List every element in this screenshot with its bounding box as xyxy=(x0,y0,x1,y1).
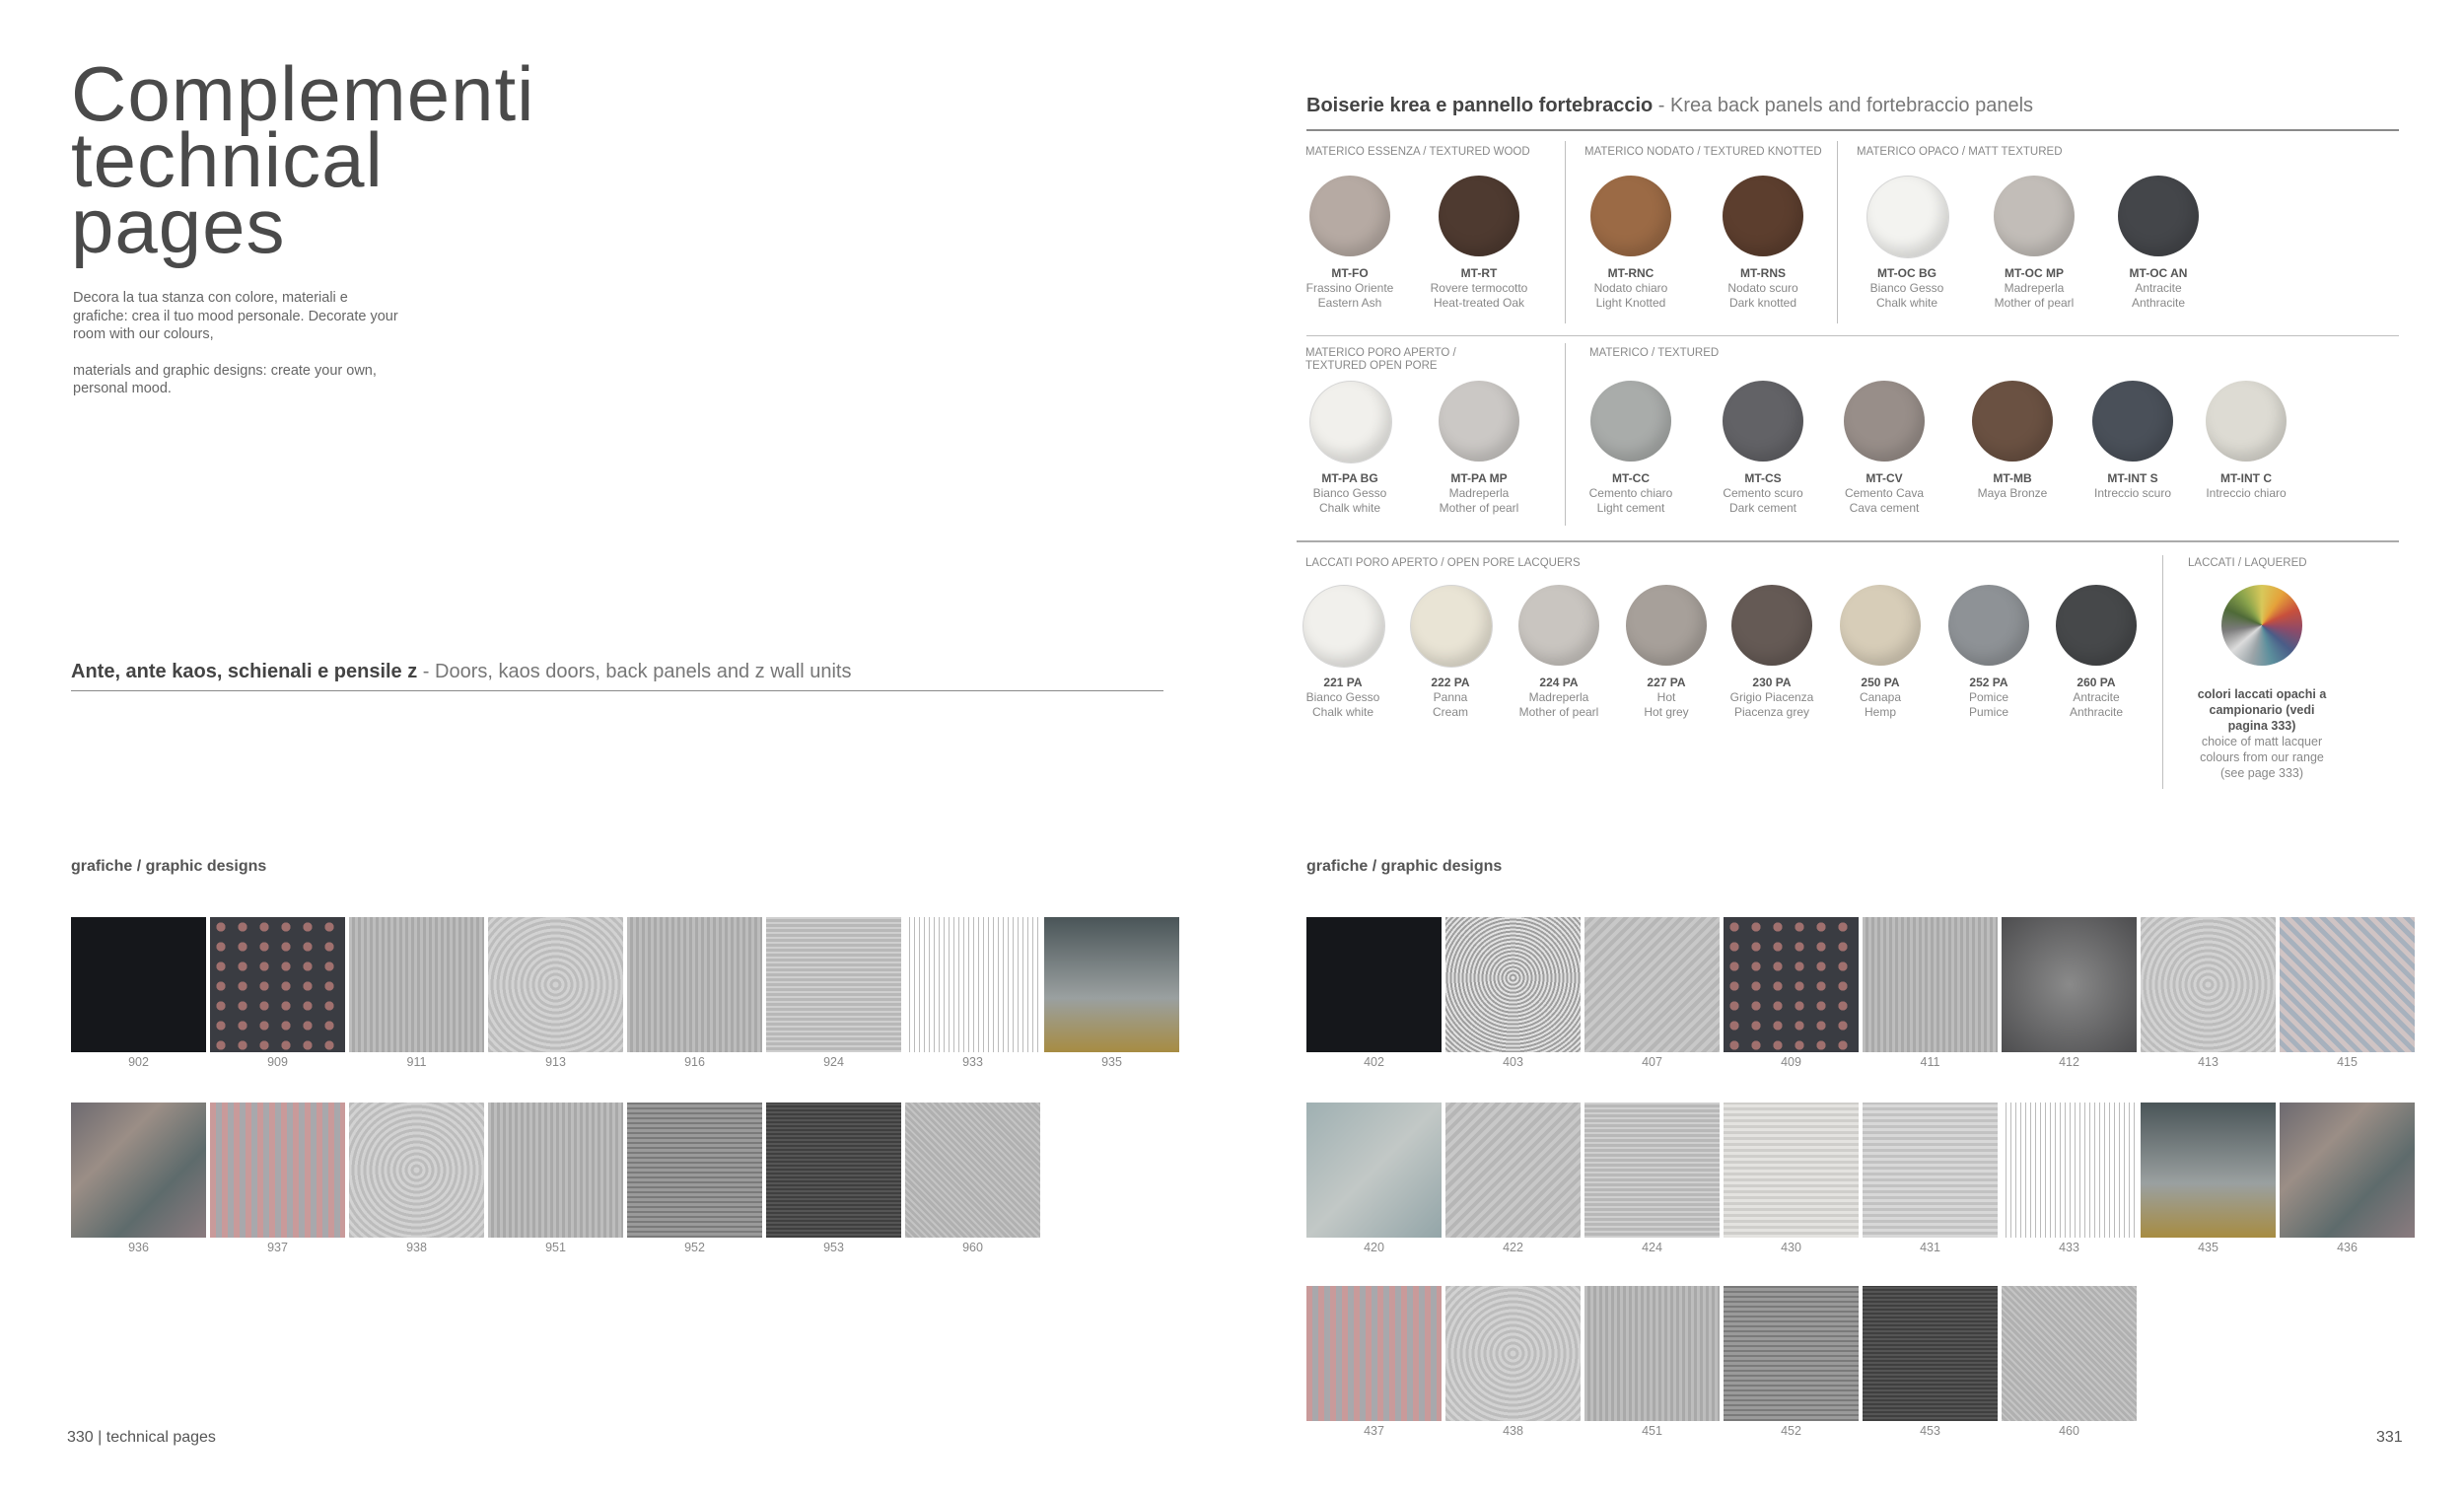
intro-text xyxy=(73,289,398,398)
swatch-name-en: Chalk white xyxy=(1318,501,1381,515)
graphic-number: 924 xyxy=(823,1055,844,1069)
graphic-tile-937 xyxy=(210,1103,345,1238)
swatch-name-it: Frassino Oriente xyxy=(1305,281,1394,295)
swatch-name-en: Hot grey xyxy=(1644,705,1689,719)
swatch-mt-oc-an xyxy=(2118,176,2199,256)
group-label-essenza: MATERICO ESSENZA / TEXTURED WOOD xyxy=(1305,146,1530,158)
swatch-name-en: Cava cement xyxy=(1849,501,1920,515)
swatch-221-pa xyxy=(1302,585,1385,668)
swatch-name-it: Bianco Gesso xyxy=(1869,281,1944,295)
group-label-nodato: MATERICO NODATO / TEXTURED KNOTTED xyxy=(1584,146,1822,158)
graphic-number: 438 xyxy=(1503,1424,1523,1438)
swatch-mt-pa-mp xyxy=(1439,381,1519,462)
swatch-mt-cc xyxy=(1590,381,1671,462)
boiserie-title-bold: Boiserie krea e pannello fortebraccio xyxy=(1306,95,1654,116)
graphic-tile-402 xyxy=(1306,917,1442,1052)
graphic-number: 960 xyxy=(962,1241,983,1254)
graphic-tile-415 xyxy=(2280,917,2415,1052)
graphic-tile-438 xyxy=(1445,1286,1581,1421)
divider xyxy=(1306,129,2399,131)
graphic-tile-938 xyxy=(349,1103,484,1238)
graphic-tile-420 xyxy=(1306,1103,1442,1238)
swatch-mt-cs xyxy=(1723,381,1803,462)
graphic-number: 913 xyxy=(545,1055,566,1069)
swatch-name-en: Heat-treated Oak xyxy=(1433,296,1525,310)
graphic-tile-413 xyxy=(2141,917,2276,1052)
swatch-name-en: Dark cement xyxy=(1728,501,1797,515)
swatch-code: MT-RNS xyxy=(1740,266,1786,280)
graphic-tile-437 xyxy=(1306,1286,1442,1421)
swatch-caption xyxy=(1405,471,1553,516)
swatch-code: MT-PA BG xyxy=(1321,471,1378,485)
graphic-number: 430 xyxy=(1781,1241,1801,1254)
swatch-code: 221 PA xyxy=(1323,676,1363,689)
swatch-name-en: Piacenza grey xyxy=(1733,705,1810,719)
group-label-opaco: MATERICO OPACO / MATT TEXTURED xyxy=(1857,146,2063,158)
graphic-number: 902 xyxy=(128,1055,149,1069)
graphic-number: 407 xyxy=(1642,1055,1662,1069)
swatch-name-en: Cream xyxy=(1432,705,1468,719)
swatch-code: 230 PA xyxy=(1752,676,1792,689)
swatch-name-en: Chalk white xyxy=(1875,296,1938,310)
graphic-number: 452 xyxy=(1781,1424,1801,1438)
lacquer-caption xyxy=(2188,686,2336,781)
group-label-laccati-poro: LACCATI PORO APERTO / OPEN PORE LACQUERS xyxy=(1305,557,1581,569)
graphic-tile-453 xyxy=(1863,1286,1998,1421)
graphic-number: 437 xyxy=(1364,1424,1384,1438)
graphic-number: 436 xyxy=(2337,1241,2358,1254)
swatch-mt-mb xyxy=(1972,381,2053,462)
swatch-227-pa xyxy=(1626,585,1707,666)
graphic-tile-924 xyxy=(766,917,901,1052)
swatch-mt-rnc xyxy=(1590,176,1671,256)
swatch-code: 260 PA xyxy=(2077,676,2116,689)
graphic-number: 936 xyxy=(128,1241,149,1254)
swatch-caption xyxy=(1833,266,1981,311)
swatch-code: MT-MB xyxy=(1993,471,2032,485)
divider xyxy=(1297,540,2399,542)
graphic-tile-952 xyxy=(627,1103,762,1238)
swatch-230-pa xyxy=(1731,585,1812,666)
swatch-name-en: Eastern Ash xyxy=(1317,296,1382,310)
swatch-mt-oc-bg xyxy=(1866,176,1949,258)
group-label-poro: MATERICO PORO APERTO / TEXTURED OPEN PORE xyxy=(1305,347,1456,372)
swatch-name-it: Cemento chiaro xyxy=(1588,486,1673,500)
swatch-code: MT-FO xyxy=(1331,266,1369,280)
swatch-name-it: Canapa xyxy=(1859,690,1902,704)
swatch-caption xyxy=(1557,266,1705,311)
graphic-number: 451 xyxy=(1642,1424,1662,1438)
swatch-name-en: Light cement xyxy=(1596,501,1665,515)
graphic-tile-436 xyxy=(2280,1103,2415,1238)
swatch-name-it: Antracite xyxy=(2135,281,2182,295)
swatch-code: MT-CS xyxy=(1744,471,1782,485)
swatch-name-it: Panna xyxy=(1433,690,1468,704)
swatch-code: 250 PA xyxy=(1861,676,1900,689)
swatch-code: 222 PA xyxy=(1431,676,1470,689)
graphic-tile-403 xyxy=(1445,917,1581,1052)
swatch-name-it: Bianco Gesso xyxy=(1305,690,1380,704)
swatch-mt-int-s xyxy=(2092,381,2173,462)
graphic-number: 909 xyxy=(267,1055,288,1069)
swatch-name-it: Antracite xyxy=(2073,690,2120,704)
swatch-mt-pa-bg xyxy=(1309,381,1392,463)
graphic-tile-431 xyxy=(1863,1103,1998,1238)
swatch-caption xyxy=(1276,471,1424,516)
group-label-textured: MATERICO / TEXTURED xyxy=(1589,347,1720,359)
divider xyxy=(1306,335,2399,336)
graphic-number: 413 xyxy=(2198,1055,2218,1069)
page-title xyxy=(71,50,535,269)
graphic-number: 403 xyxy=(1503,1055,1523,1069)
swatch-name-it: Madreperla xyxy=(1448,486,1510,500)
graphic-number: 916 xyxy=(684,1055,705,1069)
graphic-number: 422 xyxy=(1503,1241,1523,1254)
swatch-code: MT-OC AN xyxy=(2129,266,2188,280)
swatch-code: MT-RNC xyxy=(1607,266,1654,280)
swatch-caption xyxy=(1810,471,1958,516)
swatch-mt-oc-mp xyxy=(1994,176,2075,256)
swatch-name-it: Nodato chiaro xyxy=(1593,281,1668,295)
lacquer-caption-bold: colori laccati opachi a campionario (vedi pagina 333) xyxy=(2197,687,2327,733)
swatch-name-en: Mother of pearl xyxy=(1439,501,1519,515)
title-line: technical xyxy=(71,116,384,203)
swatch-name-en: Anthracite xyxy=(2069,705,2124,719)
page-number-right: 331 xyxy=(2376,1429,2403,1446)
title-line: Complementi xyxy=(71,50,535,137)
swatch-code: 252 PA xyxy=(1969,676,2008,689)
swatch-code: MT-RT xyxy=(1460,266,1498,280)
swatch-caption xyxy=(2172,471,2320,501)
swatch-name-it: Madreperla xyxy=(2004,281,2065,295)
group-label-laccati: LACCATI / LAQUERED xyxy=(2188,557,2307,569)
graphic-tile-422 xyxy=(1445,1103,1581,1238)
swatch-252-pa xyxy=(1948,585,2029,666)
swatch-code: MT-CC xyxy=(1612,471,1650,485)
swatch-name-it: Nodato scuro xyxy=(1727,281,1798,295)
graphic-number: 911 xyxy=(406,1055,427,1069)
swatch-name-en: Mother of pearl xyxy=(1994,296,2075,310)
divider xyxy=(71,690,1163,691)
swatch-name-it: Cemento Cava xyxy=(1844,486,1925,500)
graphic-tile-909 xyxy=(210,917,345,1052)
graphic-tile-452 xyxy=(1724,1286,1859,1421)
swatch-name-it: Grigio Piacenza xyxy=(1729,690,1814,704)
graphic-tile-936 xyxy=(71,1103,206,1238)
graphic-tile-451 xyxy=(1584,1286,1720,1421)
graphic-number: 412 xyxy=(2059,1055,2079,1069)
swatch-name-en: Mother of pearl xyxy=(1518,705,1599,719)
graphic-tile-424 xyxy=(1584,1103,1720,1238)
swatch-name-it: Intreccio scuro xyxy=(2093,486,2172,500)
graphic-tile-433 xyxy=(2002,1103,2137,1238)
graphic-tile-412 xyxy=(2002,917,2137,1052)
doors-section-title xyxy=(71,661,851,683)
swatch-260-pa xyxy=(2056,585,2137,666)
swatch-name-it: Cemento scuro xyxy=(1723,486,1803,500)
graphic-tile-460 xyxy=(2002,1286,2137,1421)
graphic-number: 951 xyxy=(545,1241,566,1254)
swatch-name-it: Rovere termocotto xyxy=(1430,281,1528,295)
graphic-tile-430 xyxy=(1724,1103,1859,1238)
swatch-code: 227 PA xyxy=(1647,676,1686,689)
swatch-code: MT-INT S xyxy=(2107,471,2158,485)
graphic-number: 415 xyxy=(2337,1055,2358,1069)
graphic-tile-935 xyxy=(1044,917,1179,1052)
swatch-name-it: Maya Bronze xyxy=(1977,486,2048,500)
swatch-caption xyxy=(1405,266,1553,311)
swatch-name-it: Madreperla xyxy=(1528,690,1589,704)
graphic-number: 424 xyxy=(1642,1241,1662,1254)
graphic-tile-913 xyxy=(488,917,623,1052)
graphic-number: 420 xyxy=(1364,1241,1384,1254)
graphic-tile-411 xyxy=(1863,917,1998,1052)
graphic-tile-902 xyxy=(71,917,206,1052)
swatch-name-en: Light Knotted xyxy=(1595,296,1666,310)
intro-paragraph: Decora la tua stanza con colore, materiali e grafiche: crea il tuo mood personale. Decorate your room with our colours, xyxy=(73,290,398,342)
swatch-caption xyxy=(1689,266,1837,311)
graphic-tile-951 xyxy=(488,1103,623,1238)
doors-title-bold: Ante, ante kaos, schienali e pensile z xyxy=(71,661,418,682)
swatch-mt-fo xyxy=(1309,176,1390,256)
graphic-number: 402 xyxy=(1364,1055,1384,1069)
graphic-tile-960 xyxy=(905,1103,1040,1238)
graphic-number: 433 xyxy=(2059,1241,2079,1254)
graphic-number: 411 xyxy=(1920,1055,1940,1069)
graphic-number: 435 xyxy=(2198,1241,2218,1254)
graphics-label: grafiche / graphic designs xyxy=(1306,858,1503,875)
graphics-label: grafiche / graphic designs xyxy=(71,858,267,875)
swatch-caption xyxy=(2084,266,2232,311)
graphic-number: 933 xyxy=(962,1055,983,1069)
page-number-left: 330 | technical pages xyxy=(67,1429,216,1446)
graphic-number: 935 xyxy=(1101,1055,1122,1069)
swatch-name-it: Hot xyxy=(1656,690,1676,704)
graphic-number: 409 xyxy=(1781,1055,1801,1069)
swatch-name-it: Intreccio chiaro xyxy=(2206,486,2287,500)
graphic-number: 431 xyxy=(1920,1241,1940,1254)
swatch-code: MT-INT C xyxy=(2220,471,2272,485)
swatch-caption xyxy=(1557,471,1705,516)
swatch-name-en: Hemp xyxy=(1864,705,1896,719)
graphic-tile-911 xyxy=(349,917,484,1052)
graphic-number: 460 xyxy=(2059,1424,2079,1438)
swatch-224-pa xyxy=(1518,585,1599,666)
swatch-name-en: Pumice xyxy=(1968,705,2008,719)
graphic-number: 937 xyxy=(267,1241,288,1254)
lacquer-caption-text: choice of matt lacquer colours from our range (see page 333) xyxy=(2200,735,2324,780)
lacquer-wheel-icon xyxy=(2221,585,2302,666)
graphic-tile-916 xyxy=(627,917,762,1052)
graphic-tile-933 xyxy=(905,917,1040,1052)
swatch-mt-rt xyxy=(1439,176,1519,256)
swatch-code: MT-OC BG xyxy=(1877,266,1936,280)
doors-title-rest: - Doors, kaos doors, back panels and z wall units xyxy=(417,661,852,682)
boiserie-title-rest: - Krea back panels and fortebraccio panels xyxy=(1653,95,2034,116)
swatch-name-it: Bianco Gesso xyxy=(1312,486,1387,500)
swatch-caption xyxy=(1276,266,1424,311)
swatch-222-pa xyxy=(1410,585,1493,668)
intro-paragraph: materials and graphic designs: create your own, personal mood. xyxy=(73,362,377,396)
graphic-tile-407 xyxy=(1584,917,1720,1052)
swatch-code: 224 PA xyxy=(1539,676,1579,689)
graphic-number: 952 xyxy=(684,1241,705,1254)
swatch-name-it: Pomice xyxy=(1968,690,2008,704)
swatch-code: MT-PA MP xyxy=(1450,471,1508,485)
title-line: pages xyxy=(71,182,286,269)
graphic-tile-409 xyxy=(1724,917,1859,1052)
graphic-number: 953 xyxy=(823,1241,844,1254)
graphic-tile-435 xyxy=(2141,1103,2276,1238)
boiserie-section-title xyxy=(1306,95,2033,117)
divider xyxy=(2162,555,2163,789)
swatch-name-en: Dark knotted xyxy=(1728,296,1797,310)
swatch-code: MT-CV xyxy=(1866,471,1903,485)
graphic-number: 453 xyxy=(1920,1424,1940,1438)
swatch-name-en: Anthracite xyxy=(2131,296,2186,310)
swatch-mt-int-c xyxy=(2206,381,2287,462)
graphic-tile-953 xyxy=(766,1103,901,1238)
graphic-number: 938 xyxy=(406,1241,427,1254)
swatch-code: MT-OC MP xyxy=(2005,266,2064,280)
swatch-mt-cv xyxy=(1844,381,1925,462)
swatch-250-pa xyxy=(1840,585,1921,666)
swatch-name-en: Chalk white xyxy=(1311,705,1374,719)
swatch-mt-rns xyxy=(1723,176,1803,256)
swatch-caption xyxy=(2022,676,2170,720)
